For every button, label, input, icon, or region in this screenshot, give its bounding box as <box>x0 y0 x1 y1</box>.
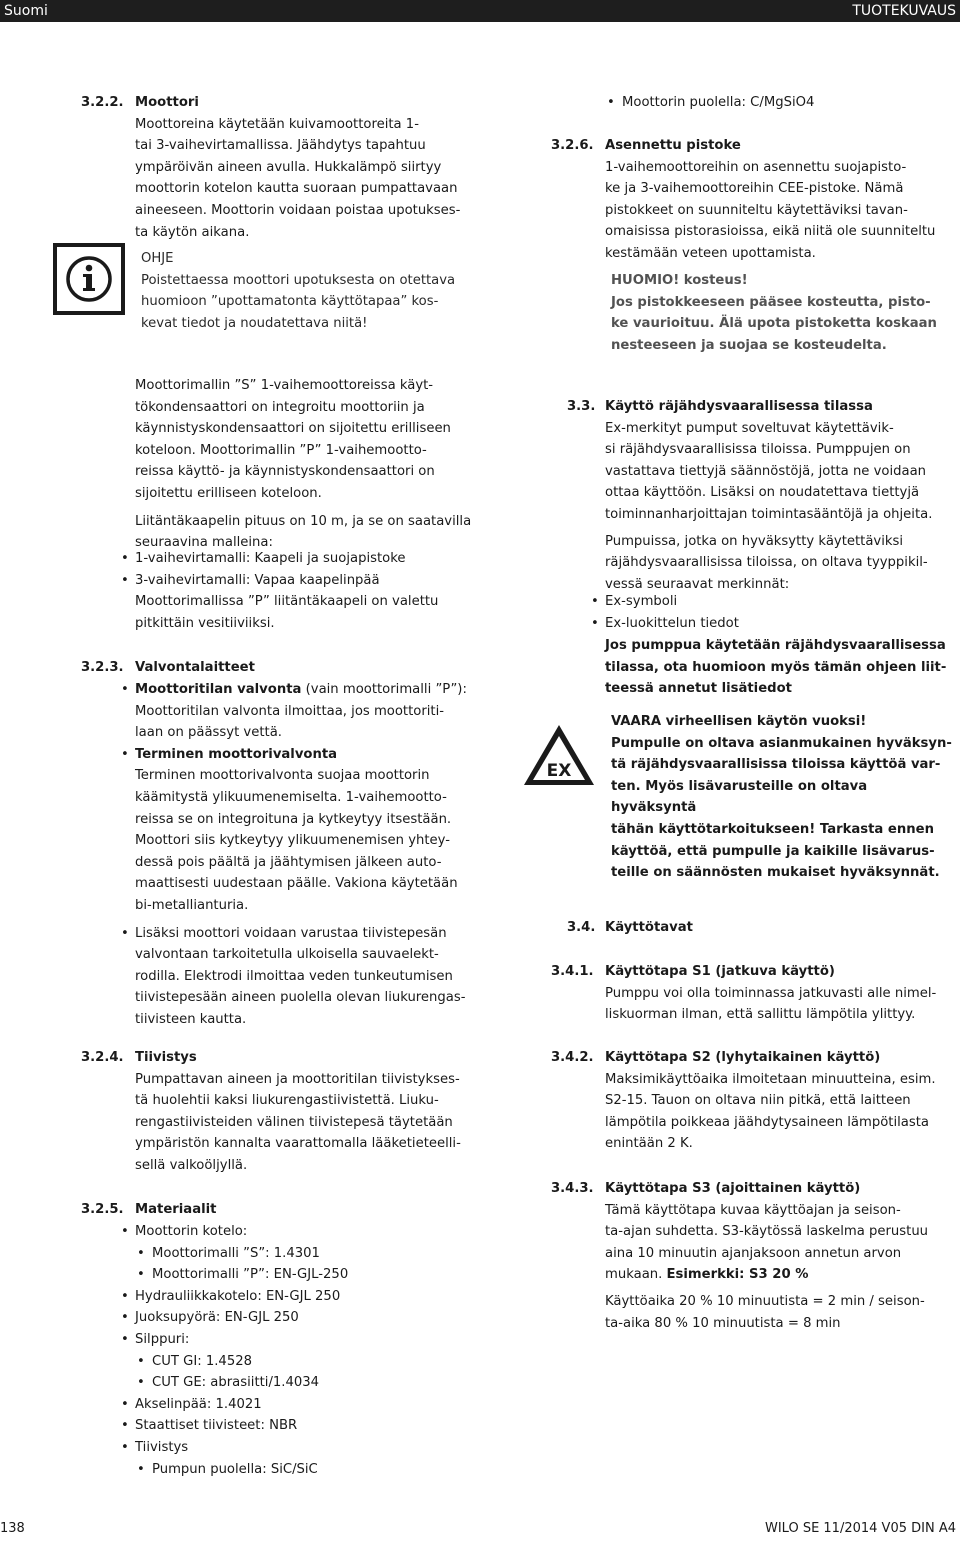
text-line: rodilla. Elektrodi ilmoittaa veden tunkeutumisen <box>135 968 453 984</box>
bold-label: • Terminen moottorivalvonta <box>135 746 338 762</box>
text-line: bi-metallianturia. <box>135 897 249 913</box>
warning-title: HUOMIO! kosteus! <box>611 273 748 288</box>
warning-line: Jos pistokkeeseen pääsee kosteutta, pisto- <box>611 294 931 310</box>
ex-label: EX <box>546 761 572 781</box>
text-line: seuraavina malleina: <box>135 535 273 551</box>
text-line: reissa käyttö- ja käynnistyskondensaattori on <box>135 464 435 480</box>
text-line: koteloon. Moottorimallin ”P” 1-vaihemootto- <box>135 442 427 458</box>
info-icon <box>53 243 125 315</box>
list-item: • Tiivistys <box>121 1437 501 1459</box>
text-line: Moottoreina käytetään kuivamoottoreita 1- <box>135 116 419 132</box>
section-33 <box>605 396 957 595</box>
list-item: • Hydrauliikkakotelo: EN-GJL 250 <box>121 1286 501 1308</box>
text-line: tai 3-vaihevirtamallissa. Jäähdytys tapahtuu <box>135 138 426 154</box>
list-item <box>121 744 501 917</box>
note-line: Poistettaessa moottori upotuksesta on otettava <box>141 272 456 288</box>
section-341 <box>605 961 957 1026</box>
text-line: Terminen moottorivalvonta suojaa moottorin <box>135 768 430 784</box>
danger-line: ten. Myös lisävarusteille on oltava hyväksyntä <box>611 778 868 816</box>
text-line: vastattava tiettyjä säännöstöjä, jotta ne voidaan <box>605 463 927 479</box>
language-label: Suomi <box>4 3 48 19</box>
motor-side-item <box>591 92 951 114</box>
section-343 <box>605 1178 957 1334</box>
list-item: • Ex-luokittelun tiedot <box>591 613 957 635</box>
section-title: Tiivistys <box>135 1050 197 1065</box>
text-line: aineeseen. Moottorin voidaan poistaa upotukses- <box>135 202 461 218</box>
text-line: ta-aika 80 % 10 minuutista = 8 min <box>605 1315 841 1331</box>
text-line: Moottorimallissa ”P” liitäntäkaapeli on valettu <box>135 594 439 610</box>
sub-list-item: • Moottorimalli ”P”: EN-GJL-250 <box>121 1264 501 1286</box>
text-line: sellä valkoöljyllä. <box>135 1157 248 1173</box>
sub-list-item: • CUT GI: 1.4528 <box>121 1351 501 1373</box>
text-line: kestämään veteen upottamista. <box>605 245 816 261</box>
list-item <box>121 679 501 744</box>
section-number-341: 3.4.1. <box>551 964 594 979</box>
text-line: • Lisäksi moottori voidaan varustaa tiivistepesän <box>135 925 447 941</box>
section-number-34: 3.4. <box>567 920 596 935</box>
text-line: Moottoritilan valvonta ilmoittaa, jos moottoriti- <box>135 703 445 719</box>
section-title: Käyttötavat <box>605 920 693 935</box>
text-line: 1-vaihemoottoreihin on asennettu suojapisto- <box>605 159 907 175</box>
materials-list <box>121 1221 501 1480</box>
section-number-33: 3.3. <box>567 399 596 414</box>
text-line: ottaa käyttöön. Lisäksi on noudatettava tiettyjä <box>605 485 920 501</box>
text-line: dessä pois päältä ja jäähtymisen jälkeen auto- <box>135 854 442 870</box>
danger-line: Pumpulle on oltava asianmukainen hyväksyn- <box>611 735 952 751</box>
text-line: lämpötila poikkeaa jäähdytysaineen lämpötilasta <box>605 1114 929 1130</box>
section-number-343: 3.4.3. <box>551 1181 594 1196</box>
cable-list <box>121 548 495 634</box>
text-line: räjähdysvaarallisissa tiloissa, on oltava tyyppikil- <box>605 555 928 571</box>
text-line: ta käytön aikana. <box>135 224 250 240</box>
section-title: Käyttö räjähdysvaarallisessa tilassa <box>605 399 873 414</box>
text-line: Ex-merkityt pumput soveltuvat käytettävik- <box>605 420 894 436</box>
text-span: (vain moottorimalli ”P”): <box>301 682 467 697</box>
text-line: valvontaan tarkoitetulla ulkoisella sauvaelekt- <box>135 947 439 963</box>
note-line: huomioon ”upottamatonta käyttötapaa” kos- <box>141 294 439 310</box>
text-line: toiminnanharjoittajan toimintasääntöjä ja ohjeita. <box>605 506 933 522</box>
section-title: Käyttötapa S3 (ajoittainen käyttö) <box>605 1181 861 1196</box>
section-title-325 <box>135 1199 495 1221</box>
danger-note <box>611 711 957 884</box>
section-label: TUOTEKUVAUS <box>852 3 956 19</box>
list-item: • Staattiset tiivisteet: NBR <box>121 1415 501 1437</box>
text-line: pitkittäin vesitiiviiksi. <box>135 615 275 631</box>
text-line: ke ja 3-vaihemoottoreihin CEE-pistoke. Nämä <box>605 181 904 197</box>
list-item: • 3-vaihevirtamalli: Vapaa kaapelinpää <box>121 570 495 592</box>
text-line: Moottorimallin ”S” 1-vaihemoottoreissa käyt- <box>135 378 434 393</box>
text-line: omaisissa pistorasioissa, eikä niitä ole suunniteltu <box>605 224 936 240</box>
ex-bold-note <box>605 635 957 700</box>
note-label: OHJE <box>141 251 174 266</box>
note-box <box>141 248 491 334</box>
section-number-322: 3.2.2. <box>81 95 124 110</box>
text-line: Pumpuissa, jotka on hyväksytty käytettäviksi <box>605 533 904 549</box>
text-line: rengastiivisteiden välinen tiivistepesä täytetään <box>135 1114 453 1130</box>
list-item: • 1-vaihevirtamalli: Kaapeli ja suojapistoke <box>121 548 495 570</box>
text-line: reissa se on integroituna ja kytkeytyy itsestään. <box>135 811 452 827</box>
bold-line: tilassa, ota huomioon myös tämän ohjeen liit- <box>605 659 947 675</box>
section-title: Käyttötapa S2 (lyhytaikainen käyttö) <box>605 1050 881 1065</box>
text-line: tiivistepesään aineen puolella olevan liukurengas- <box>135 990 466 1006</box>
monitoring-list <box>121 679 501 1031</box>
text-line: ympäristön kannalta vaarattomalla lääketieteelli- <box>135 1136 461 1152</box>
edition-label: WILO SE 11/2014 V05 DIN A4 <box>764 1521 956 1536</box>
text-line: Pumpattavan aineen ja moottoritilan tiivistykses- <box>135 1071 460 1087</box>
text-line: aina 10 minuutin ajanjaksoon annetun arvon <box>605 1245 902 1261</box>
list-item: • Ex-symboli <box>591 591 957 613</box>
section-324 <box>135 1047 505 1177</box>
text-line: enintään 2 K. <box>605 1136 693 1152</box>
bold-line: Jos pumppua käytetään räjähdysvaarallisessa <box>605 638 946 653</box>
text-line: tä huolehtii kaksi liukurengastiivistettä. Liuku- <box>135 1093 439 1109</box>
section-number-326: 3.2.6. <box>551 138 594 153</box>
sub-list-item: • CUT GE: abrasiitti/1.4034 <box>121 1372 501 1394</box>
section-342 <box>605 1047 957 1155</box>
text-line: S2-15. Tauon on oltava niin pitkä, että laitteen <box>605 1093 911 1109</box>
capacitor-section <box>135 375 495 554</box>
list-item: • Akselinpää: 1.4021 <box>121 1394 501 1416</box>
text-line: Käyttöaika 20 % 10 minuutista = 2 min / seison- <box>605 1293 925 1309</box>
para-322 <box>135 114 495 244</box>
section-34 <box>605 917 957 939</box>
text-line: moottorin kotelon kautta suoraan pumpattavaan <box>135 181 458 197</box>
ex-marking-list <box>591 591 957 634</box>
text-line: liskuorman ilman, että sallittu lämpötila ylittyy. <box>605 1007 916 1023</box>
text-line: Moottori siis kytkeytyy ylikuumenemisen yhtey- <box>135 833 450 849</box>
list-item: • Silppuri: <box>121 1329 501 1351</box>
text-line: ta-ajan suhdetta. S3-käytössä laskelma perustuu <box>605 1224 929 1240</box>
danger-line: käyttöä, että pumpulle ja kaikille lisävarus- <box>611 843 935 859</box>
top-bar <box>0 0 960 22</box>
warning-line: ke vaurioituu. Älä upota pistoketta koskaan <box>611 316 937 332</box>
text-line: tökondensaattori on integroitu moottoriin ja <box>135 399 425 415</box>
ex-warning-icon <box>521 722 597 788</box>
text-line: pistokkeet on suunniteltu käytettäviksi tavan- <box>605 202 908 218</box>
section-title: Asennettu pistoke <box>605 138 741 153</box>
list-item <box>121 923 501 1031</box>
section-326 <box>605 135 957 265</box>
text-line: tiivisteen kautta. <box>135 1011 247 1027</box>
text-line: Maksimikäyttöaika ilmoitetaan minuutteina, esim. <box>605 1071 936 1087</box>
text-line: vessä seuraavat merkinnät: <box>605 576 790 592</box>
sub-list-item: • Pumpun puolella: SiC/SiC <box>121 1459 501 1481</box>
section-title-322: Moottori <box>135 95 199 110</box>
section-number-324: 3.2.4. <box>81 1050 124 1065</box>
danger-line: tä räjähdysvaarallisissa tiloissa käyttöä var- <box>611 757 941 773</box>
text-line: käynnistyskondensaattori on sijoitettu erilliseen <box>135 421 451 437</box>
section-number-325: 3.2.5. <box>81 1202 124 1217</box>
text-line: sijoitettu erilliseen koteloon. <box>135 485 322 501</box>
list-item: • Juoksupyörä: EN-GJL 250 <box>121 1307 501 1329</box>
text-line: Pumppu voi olla toiminnassa jatkuvasti alle nimel- <box>605 985 937 1001</box>
bold-label: Esimerkki: S3 20 % <box>666 1267 809 1283</box>
text-line: Tämä käyttötapa kuvaa käyttöajan ja seison- <box>605 1202 901 1218</box>
section-322 <box>135 92 495 243</box>
sub-list-item: • Moottorimalli ”S”: 1.4301 <box>121 1243 501 1265</box>
text-line <box>605 1264 957 1286</box>
section-title: Materiaalit <box>135 1202 217 1217</box>
text-line: käämitystä ylikuumenemiselta. 1-vaihemootto- <box>135 789 447 805</box>
text-span: mukaan. <box>605 1267 667 1283</box>
section-title: Valvontalaitteet <box>135 660 255 675</box>
section-title: Käyttötapa S1 (jatkuva käyttö) <box>605 964 835 979</box>
sub-list-item: • Moottorin puolella: C/MgSiO4 <box>591 92 951 114</box>
bold-line: teessä annetut lisätiedot <box>605 681 792 697</box>
list-item: • Moottorin kotelo: <box>121 1221 501 1243</box>
danger-line: VAARA virheellisen käytön vuoksi! <box>611 714 867 729</box>
page-number: 138 <box>0 1521 25 1536</box>
text-line: Liitäntäkaapelin pituus on 10 m, ja se on saatavilla <box>135 513 472 529</box>
section-number-323: 3.2.3. <box>81 660 124 675</box>
warning-line: nesteeseen ja suojaa se kosteudelta. <box>611 337 887 353</box>
moisture-warning <box>611 270 957 356</box>
bold-label: Moottoritilan valvonta <box>135 682 302 697</box>
text-line: ympäröivän aineen avulla. Hukkalämpö siirtyy <box>135 159 442 175</box>
danger-line: tähän käyttötarkoitukseen! Tarkasta ennen <box>611 821 934 837</box>
note-line: kevat tiedot ja noudatettava niitä! <box>141 315 368 331</box>
text-line: maattisesti uudestaan päälle. Vakiona käytetään <box>135 876 458 892</box>
section-number-342: 3.4.2. <box>551 1050 594 1065</box>
danger-line: teille on säännösten mukaiset hyväksynnät. <box>611 865 940 881</box>
text-line: si räjähdysvaarallisissa tiloissa. Pumppujen on <box>605 442 911 458</box>
section-title-323 <box>135 657 495 679</box>
text-line: laan on päässyt vettä. <box>135 725 282 741</box>
